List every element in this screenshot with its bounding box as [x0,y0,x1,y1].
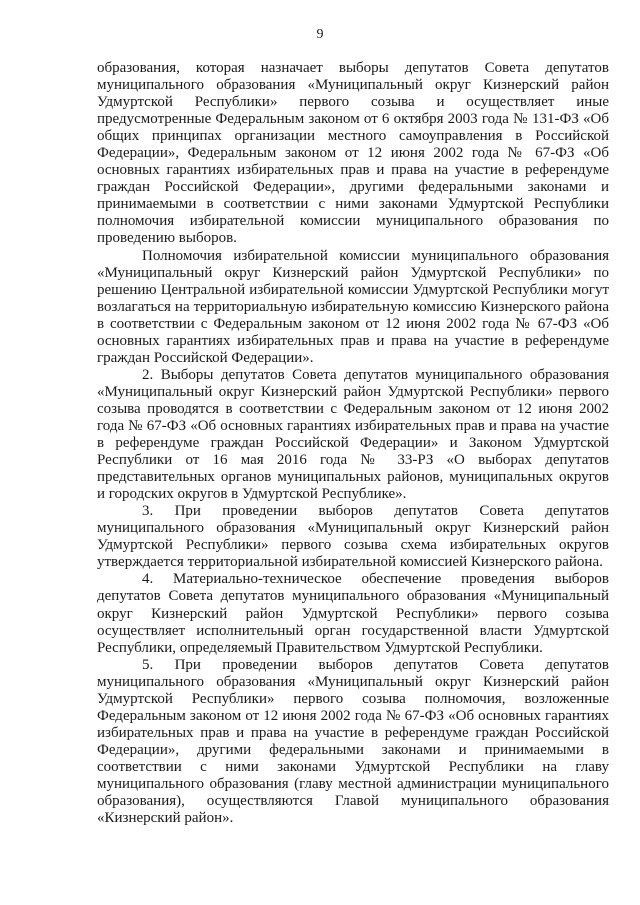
paragraph-item-5: 5. При проведении выборов депутатов Совета депутатов муниципального образования «Муниципальный округ Кизнерский район Удмуртской Республики» первого созыва полномочия, возложенные Федеральным законом от 12 июня 2002 года № 67-ФЗ «Об основных гарантиях избирательных прав и права на участие в референдуме граждан Российской Федерации», другими федеральными законами и принимаемыми в соответствии с ними законами Удмуртской Республики на главу муниципального образования (главу местной администрации муниципального образования), осуществляются Главой муниципального образования «Кизнерский район». [97,656,609,827]
document-body [97,60,609,827]
paragraph-item-2: 2. Выборы депутатов Совета депутатов муниципального образования «Муниципальный округ Кизнерский район Удмуртской Республики» первого созыва проводятся в соответствии с Федеральным законом от 12 июня 2002 года № 67-ФЗ «Об основных гарантиях избирательных прав и права на участие в референдуме граждан Российской Федерации» и Законом Удмуртской Республики от 16 мая 2016 года № 33-РЗ «О выборах депутатов представительных органов муниципальных районов, муниципальных округов и городских округов в Удмуртской Республике». [97,366,609,503]
paragraph-item-4: 4. Материально-техническое обеспечение проведения выборов депутатов Совета депутатов муниципального образования «Муниципальный округ Кизнерский район Удмуртской Республики» первого созыва осуществляет исполнительный орган государственной власти Удмуртской Республики, определяемый Правительством Удмуртской Республики. [97,571,609,656]
paragraph-item-3: 3. При проведении выборов депутатов Совета депутатов муниципального образования «Муниципальный округ Кизнерский район Удмуртской Республики» первого созыва схема избирательных округов утверждается территориальной избирательной комиссией Кизнерского района. [97,503,609,571]
page-number: 9 [316,27,324,42]
paragraph-continuation: образования, которая назначает выборы депутатов Совета депутатов муниципального образования «Муниципальный округ Кизнерский район Удмуртской Республики» первого созыва и осуществляет иные предусмотренные Федеральным законом от 6 октября 2003 года № 131-ФЗ «Об общих принципах организации местного самоуправления в Российской Федерации», Федеральным законом от 12 июня 2002 года № 67-ФЗ «Об основных гарантиях избирательных прав и права на участие в референдуме граждан Российской Федерации», другими федеральными законами и принимаемыми в соответствии с ними законами Удмуртской Республики полномочия избирательной комиссии муниципального образования по проведению выборов. [97,60,609,247]
paragraph-powers: Полномочия избирательной комиссии муниципального образования «Муниципальный округ Кизнерский район Удмуртской Республики» по решению Центральной избирательной комиссии Удмуртской Республики могут возлагаться на территориальную избирательную комиссию Кизнерского района в соответствии с Федеральным законом от 12 июня 2002 года № 67-ФЗ «Об основных гарантиях избирательных прав и права на участие в референдуме граждан Российской Федерации». [97,247,609,366]
